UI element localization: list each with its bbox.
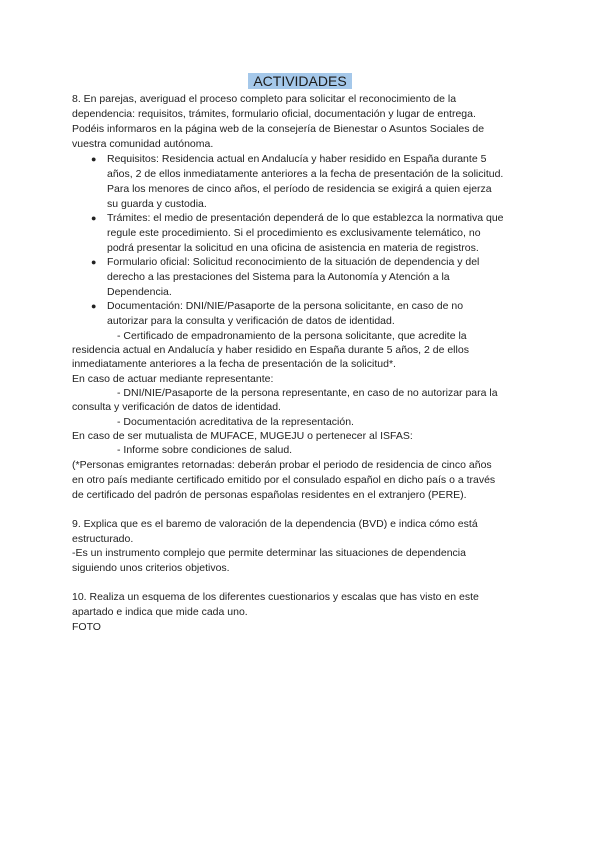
bullet-requisitos: su guarda y custodia. [107, 198, 207, 210]
bullet-documentacion: Documentación: DNI/NIE/Pasaporte de la persona solicitante, en caso de no [107, 300, 464, 312]
muface-heading: En caso de ser mutualista de MUFACE, MUGEJU o pertenecer al ISFAS: [72, 430, 413, 442]
bullet-requisitos: Requisitos: Residencia actual en Andalucía y haber residido en España durante 5 [107, 153, 487, 165]
representante-heading: En caso de actuar mediante representante: [72, 373, 274, 385]
q8-text: vuestra comunidad autónoma. [72, 138, 214, 150]
q9-answer: -Es un instrumento complejo que permite determinar las situaciones de dependencia [72, 547, 466, 559]
bullet-tramites: regule este procedimiento. Si el procedimiento es exclusivamente telemático, no [107, 227, 481, 239]
q9-answer: siguiendo unos criterios objetivos. [72, 562, 230, 574]
page-title: ACTIVIDADES [248, 73, 352, 89]
muface-text: - Informe sobre condiciones de salud. [117, 444, 293, 456]
q9-text: estructurado. [72, 533, 134, 545]
bullet-formulario: Dependencia. [107, 286, 172, 298]
bullet-marker: ● [91, 213, 97, 223]
representante-text: consulta y verificación de datos de identidad. [72, 401, 281, 413]
certificado-text: - Certificado de empadronamiento de la persona solicitante, que acredite la [117, 330, 467, 342]
representante-text: - Documentación acreditativa de la representación. [117, 416, 354, 428]
bullet-tramites: Trámites: el medio de presentación dependerá de lo que establezca la normativa que [107, 212, 504, 224]
certificado-text: inmediatamente anteriores a la fecha de presentación de la solicitud*. [72, 358, 396, 370]
q10-answer: FOTO [72, 621, 101, 633]
bullet-documentacion: autorizar para la consulta y verificación de datos de identidad. [107, 315, 395, 327]
q10-text: apartado e indica que mide cada uno. [72, 606, 248, 618]
q8-text: 8. En parejas, averiguad el proceso completo para solicitar el reconocimiento de la [72, 93, 457, 105]
q10-text: 10. Realiza un esquema de los diferentes cuestionarios y escalas que has visto en este [72, 591, 479, 603]
q8-text: Podéis informaros en la página web de la consejería de Bienestar o Asuntos Sociales de [72, 123, 485, 135]
bullet-tramites: podrá presentar la solicitud en una oficina de asistencia en materia de registros. [107, 242, 479, 254]
bullet-marker: ● [91, 257, 97, 267]
q8-text: dependencia: requisitos, trámites, formulario oficial, documentación y lugar de entrega. [72, 108, 476, 120]
q9-text: 9. Explica que es el baremo de valoración de la dependencia (BVD) e indica cómo está [72, 518, 478, 530]
bullet-formulario: Formulario oficial: Solicitud reconocimiento de la situación de dependencia y del [107, 256, 480, 268]
note-text: (*Personas emigrantes retornadas: deberán probar el periodo de residencia de cinco años [72, 459, 492, 471]
bullet-requisitos: Para los menores de cinco años, el período de residencia se exigirá a quien ejerza [107, 183, 492, 195]
bullet-requisitos: años, 2 de ellos inmediatamente anteriores a la fecha de presentación de la solicitud. [107, 168, 504, 180]
certificado-text: residencia actual en Andalucía y haber residido en España durante 5 años, 2 de ellos [72, 344, 469, 356]
representante-text: - DNI/NIE/Pasaporte de la persona representante, en caso de no autorizar para la [117, 387, 498, 399]
note-text: en otro país mediante certificado emitido por el consulado español en dicho país o a través [72, 474, 496, 486]
bullet-marker: ● [91, 154, 97, 164]
bullet-formulario: derecho a las prestaciones del Sistema para la Autonomía y Atención a la [107, 271, 450, 283]
bullet-marker: ● [91, 301, 97, 311]
note-text: de certificado del padrón de personas españolas residentes en el extranjero (PERE). [72, 489, 467, 501]
